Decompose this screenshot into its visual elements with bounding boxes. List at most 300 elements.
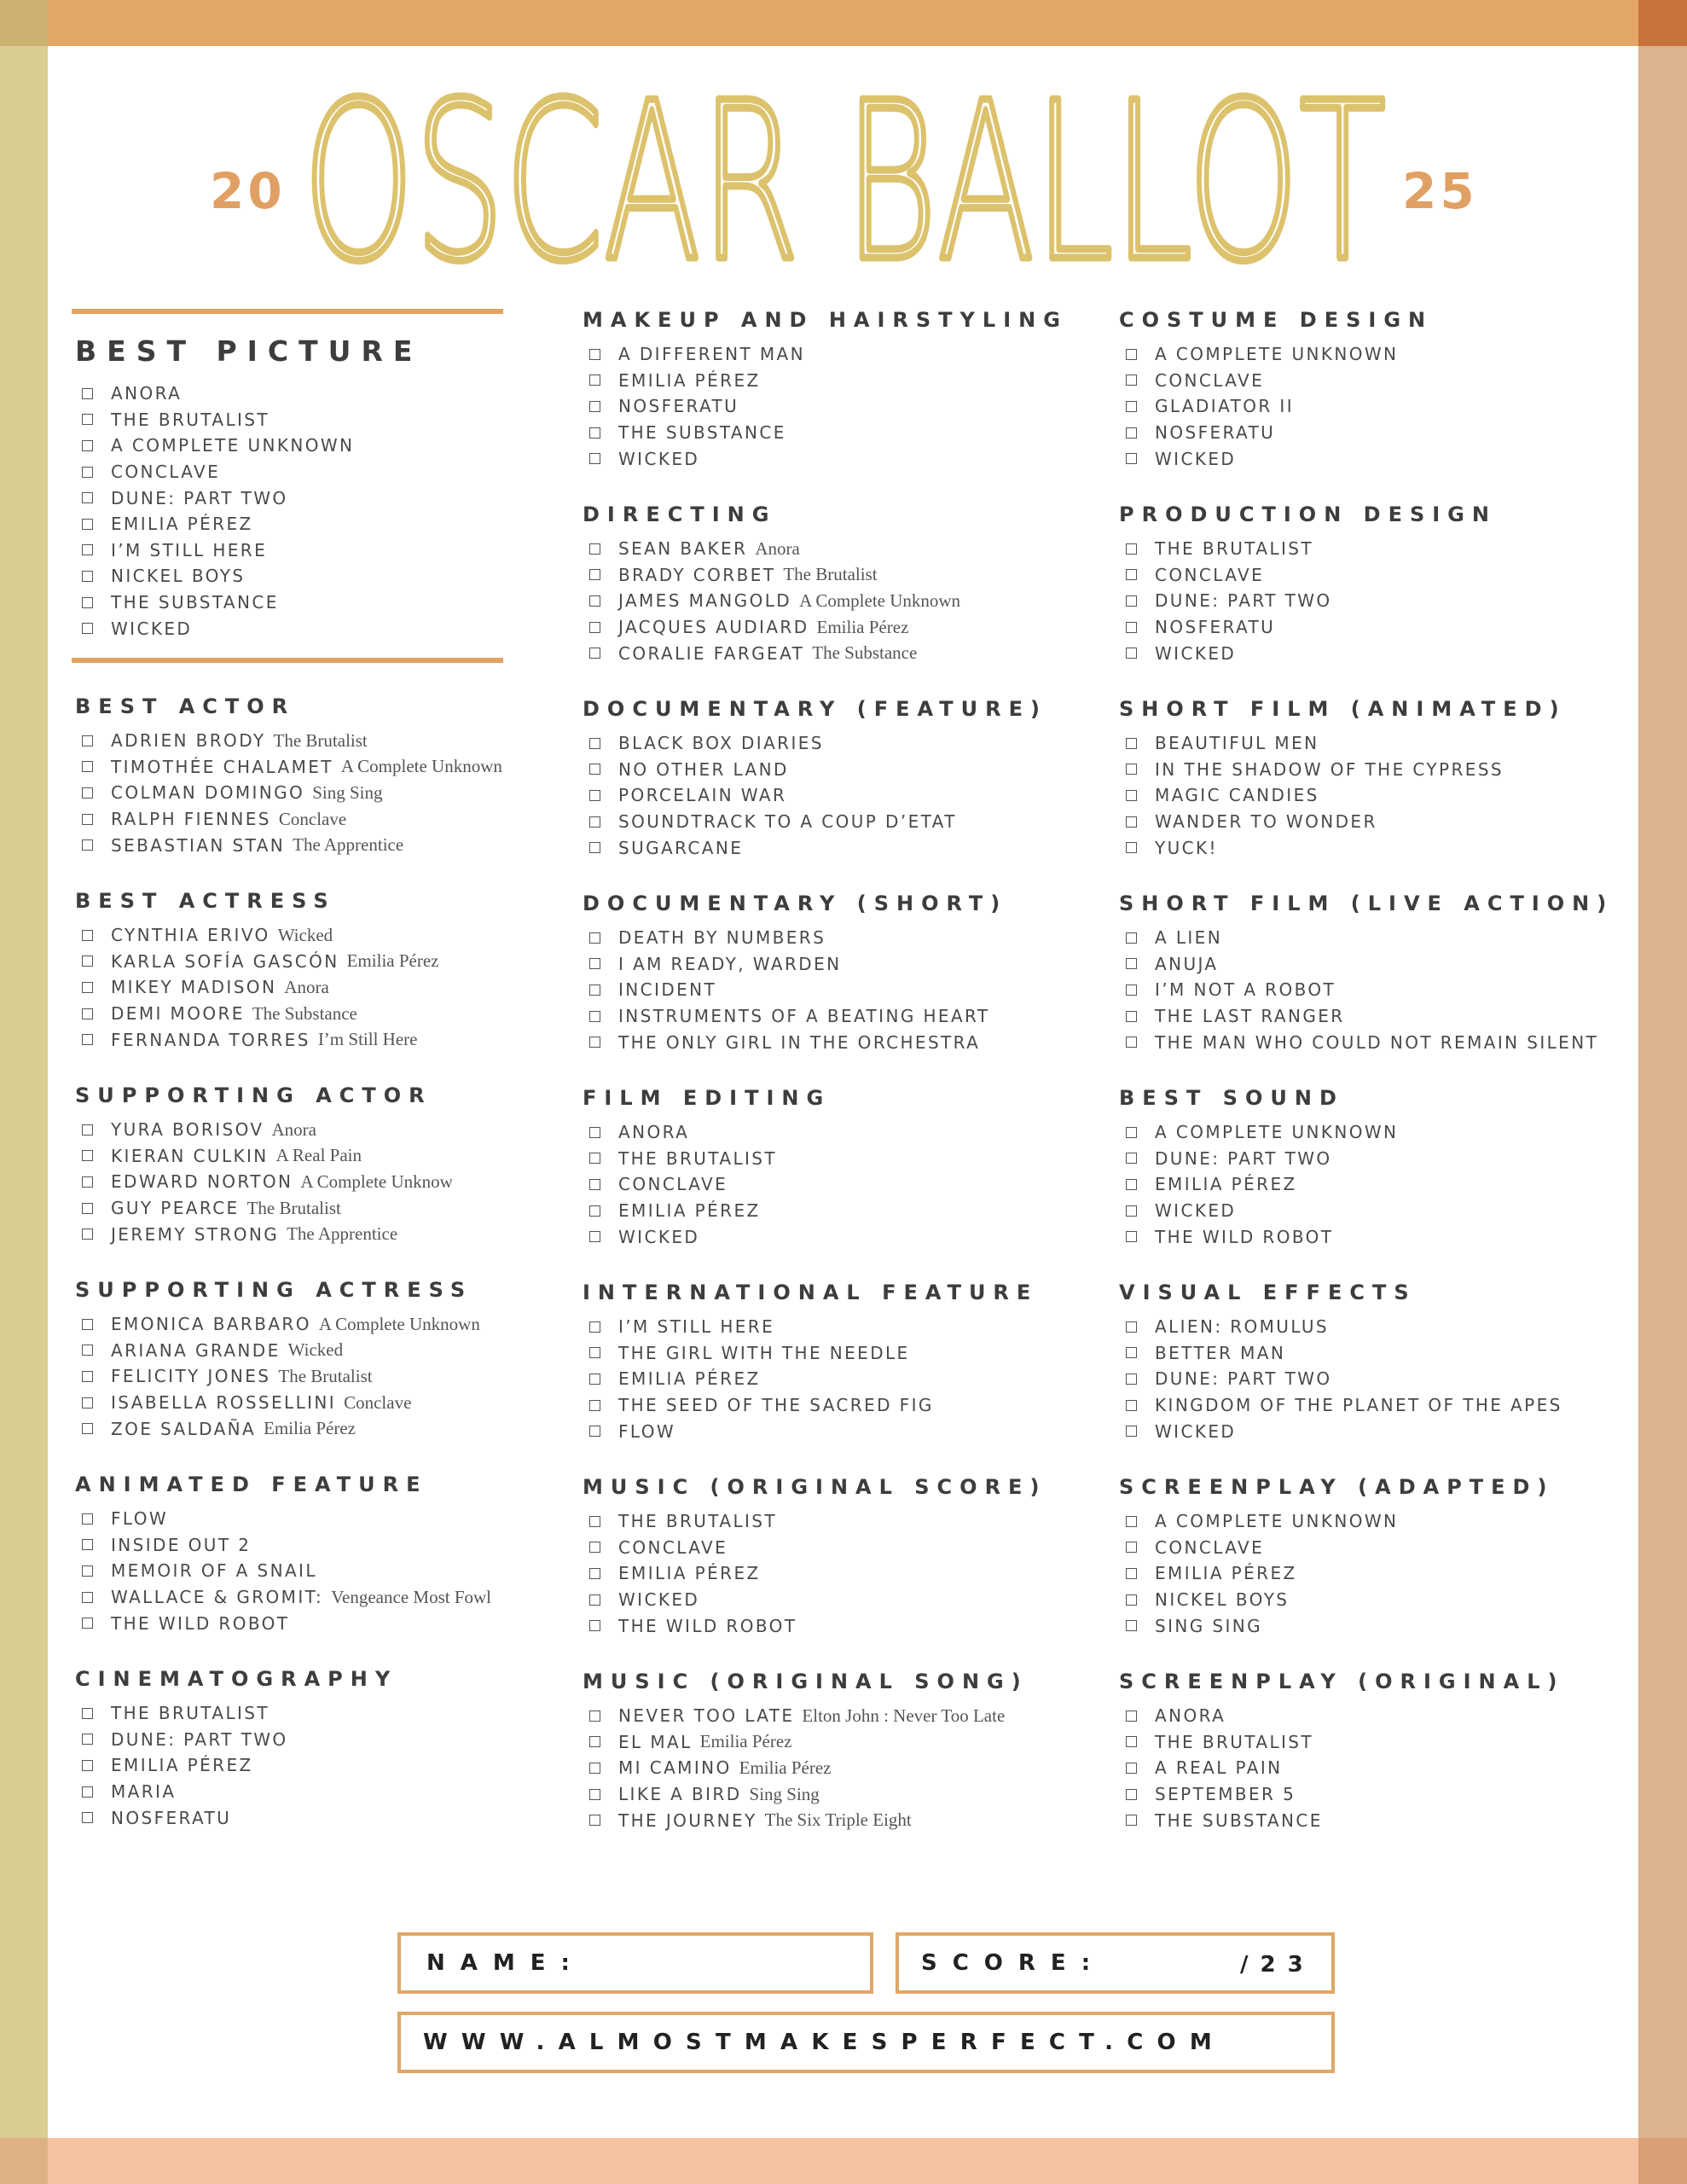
category-visual-effects	[1119, 1280, 1562, 1444]
checkbox-icon[interactable]	[82, 1228, 93, 1240]
category-costume-design	[1119, 307, 1433, 472]
nominee-row[interactable]	[1119, 1314, 1562, 1340]
checkbox-icon[interactable]	[82, 1812, 93, 1823]
nominee-row[interactable]	[1119, 1029, 1614, 1055]
nominee-row[interactable]	[75, 1610, 491, 1636]
checkbox-icon[interactable]	[1126, 349, 1137, 360]
checkbox-icon[interactable]	[589, 648, 600, 659]
nominee-row[interactable]	[1119, 1755, 1564, 1781]
checkbox-icon[interactable]	[1126, 1321, 1137, 1333]
checkbox-icon[interactable]	[82, 1203, 93, 1214]
nominee-row[interactable]	[1119, 368, 1433, 394]
checkbox-icon[interactable]	[82, 1008, 93, 1019]
checkbox-icon[interactable]	[1126, 1179, 1137, 1190]
nominee-film: The Brutalist	[278, 1365, 373, 1386]
nominee-row[interactable]	[75, 922, 438, 949]
checkbox-icon[interactable]	[82, 1513, 93, 1525]
checkbox-icon[interactable]	[1126, 1231, 1137, 1242]
category-international-feature	[583, 1280, 1038, 1444]
nominee-row[interactable]	[583, 445, 1068, 472]
nominee-film: The Brutalist	[246, 1197, 341, 1218]
checkbox-icon[interactable]	[589, 1711, 600, 1722]
category-supporting-actress	[75, 1277, 480, 1442]
checkbox-icon[interactable]	[82, 787, 93, 799]
nominee-row[interactable]	[583, 1340, 1038, 1367]
nominee-list	[583, 536, 960, 666]
checkbox-icon[interactable]	[1126, 375, 1137, 386]
nominee-row[interactable]	[583, 1587, 1046, 1613]
nominee-film: Emilia Pérez	[816, 616, 909, 637]
checkbox-icon[interactable]	[589, 569, 600, 580]
nominee-row[interactable]	[1119, 1223, 1398, 1250]
nominee-name: CONCLAVE	[1155, 564, 1265, 585]
nominee-name: ALIEN: ROMULUS	[1155, 1316, 1330, 1338]
checkbox-icon[interactable]	[82, 440, 93, 451]
checkbox-icon[interactable]	[1126, 1426, 1137, 1437]
checkbox-icon[interactable]	[1126, 595, 1137, 607]
nominee-row[interactable]	[1119, 809, 1567, 835]
nominee-row[interactable]	[1119, 420, 1433, 446]
nominee-row[interactable]	[1119, 1392, 1562, 1419]
checkbox-icon[interactable]	[1126, 816, 1137, 828]
nominee-row[interactable]	[583, 1508, 1046, 1535]
nominee-row[interactable]	[583, 809, 1047, 835]
nominee-row[interactable]	[75, 974, 438, 1001]
nominee-list	[1119, 1119, 1398, 1250]
nominee-name: SUGARCANE	[618, 837, 744, 858]
checkbox-icon[interactable]	[82, 519, 93, 530]
nominee-row[interactable]	[75, 1415, 480, 1442]
name-label: NAME:	[426, 1950, 585, 1976]
nominee-row[interactable]	[75, 537, 422, 564]
checkbox-icon[interactable]	[589, 790, 600, 801]
checkbox-icon[interactable]	[589, 543, 600, 555]
nominee-row[interactable]	[75, 511, 422, 537]
nominee-row[interactable]	[75, 1001, 438, 1027]
nominee-name: JACQUES AUDIARD	[618, 617, 809, 638]
nominee-row[interactable]	[583, 834, 1047, 861]
nominee-row[interactable]	[583, 368, 1068, 394]
nominee-row[interactable]	[1119, 977, 1614, 1003]
nominee-name: THE BRUTALIST	[618, 1147, 778, 1169]
nominee-row[interactable]	[75, 1195, 453, 1222]
checkbox-icon[interactable]	[589, 985, 600, 996]
checkbox-icon[interactable]	[1126, 842, 1137, 853]
nominee-row[interactable]	[583, 951, 1007, 978]
nominee-row[interactable]	[75, 590, 422, 616]
nominee-name: FLOW	[111, 1508, 169, 1530]
checkbox-icon[interactable]	[82, 956, 93, 967]
nominee-name: THE WILD ROBOT	[111, 1612, 290, 1634]
checkbox-icon[interactable]	[1126, 1205, 1137, 1217]
nominee-row[interactable]	[75, 1558, 491, 1584]
nominee-row[interactable]	[75, 832, 502, 858]
nominee-row[interactable]	[583, 614, 960, 641]
checkbox-icon[interactable]	[82, 414, 93, 425]
nominee-row[interactable]	[75, 1390, 480, 1416]
category-screenplay-original	[1119, 1669, 1564, 1833]
website-link[interactable]: WWW.ALMOSTMAKESPERFECT.COM	[423, 2030, 1226, 2055]
checkbox-icon[interactable]	[1126, 1594, 1137, 1606]
checkbox-icon[interactable]	[82, 1618, 93, 1629]
nominee-row[interactable]	[583, 588, 960, 614]
nominee-name: A COMPLETE UNKNOWN	[1155, 344, 1399, 365]
checkbox-icon[interactable]	[82, 735, 93, 746]
nominee-name: MEMOIR OF A SNAIL	[111, 1560, 317, 1582]
nominee-row[interactable]	[1119, 1198, 1398, 1224]
checkbox-icon[interactable]	[589, 816, 600, 828]
checkbox-icon[interactable]	[82, 1345, 93, 1356]
checkbox-icon[interactable]	[1126, 1542, 1137, 1553]
nominee-row[interactable]	[583, 757, 1047, 783]
nominee-row[interactable]	[75, 754, 502, 781]
nominee-name: NOSFERATU	[111, 1807, 232, 1828]
corner-block	[1638, 0, 1687, 46]
nominee-row[interactable]	[1119, 834, 1567, 861]
checkbox-icon[interactable]	[1126, 1011, 1137, 1022]
checkbox-icon[interactable]	[589, 764, 600, 775]
nominee-row[interactable]	[75, 485, 422, 511]
checkbox-icon[interactable]	[589, 958, 600, 969]
checkbox-icon[interactable]	[82, 1150, 93, 1161]
checkbox-icon[interactable]	[589, 1011, 600, 1022]
checkbox-icon[interactable]	[1126, 1789, 1137, 1800]
nominee-name: NICKEL BOYS	[1155, 1589, 1290, 1611]
nominee-film: A Complete Unknow	[300, 1170, 453, 1192]
checkbox-icon[interactable]	[589, 932, 600, 944]
checkbox-icon[interactable]	[82, 1592, 93, 1603]
nominee-name: WICKED	[618, 448, 700, 469]
checkbox-icon[interactable]	[589, 1594, 600, 1606]
nominee-row[interactable]	[1119, 1146, 1398, 1172]
checkbox-icon[interactable]	[589, 1426, 600, 1437]
nominee-name: SEPTEMBER 5	[1155, 1784, 1296, 1805]
checkbox-icon[interactable]	[82, 544, 93, 555]
checkbox-icon[interactable]	[589, 595, 600, 607]
nominee-row[interactable]	[583, 1418, 1038, 1444]
checkbox-icon[interactable]	[1126, 427, 1137, 439]
checkbox-icon[interactable]	[1126, 1711, 1137, 1722]
nominee-row[interactable]	[1119, 1003, 1614, 1030]
checkbox-icon[interactable]	[82, 1786, 93, 1798]
checkbox-icon[interactable]	[589, 1542, 600, 1553]
nominee-row[interactable]	[1119, 1119, 1398, 1146]
nominee-row[interactable]	[583, 1535, 1046, 1561]
checkbox-icon[interactable]	[82, 467, 93, 478]
checkbox-icon[interactable]	[82, 388, 93, 399]
nominee-row[interactable]	[583, 1755, 1029, 1781]
checkbox-icon[interactable]	[589, 1815, 600, 1826]
nominee-row[interactable]	[1119, 1703, 1564, 1729]
checkbox-icon[interactable]	[589, 622, 600, 633]
checkbox-icon[interactable]	[589, 1516, 600, 1527]
corner-block	[0, 0, 48, 46]
nominee-name: EL MAL	[618, 1731, 693, 1752]
checkbox-icon[interactable]	[589, 1789, 600, 1800]
nominee-row[interactable]	[583, 977, 1007, 1003]
nominee-row[interactable]	[75, 1532, 491, 1559]
nominee-list	[1119, 1508, 1554, 1639]
checkbox-icon[interactable]	[589, 427, 600, 439]
checkbox-icon[interactable]	[589, 349, 600, 360]
nominee-row[interactable]	[75, 615, 422, 642]
checkbox-icon[interactable]	[82, 623, 93, 634]
checkbox-icon[interactable]	[589, 738, 600, 749]
nominee-row[interactable]	[583, 1223, 831, 1250]
nominee-row[interactable]	[583, 1146, 831, 1172]
nominee-row[interactable]	[583, 1003, 1007, 1030]
score-field[interactable]	[896, 1932, 1335, 1994]
checkbox-icon[interactable]	[589, 401, 600, 412]
checkbox-icon[interactable]	[82, 1539, 93, 1550]
checkbox-icon[interactable]	[82, 492, 93, 503]
nominee-row[interactable]	[75, 1117, 453, 1143]
nominee-row[interactable]	[75, 1363, 480, 1390]
checkbox-icon[interactable]	[82, 597, 93, 608]
checkbox-icon[interactable]	[589, 1400, 600, 1411]
corner-block	[0, 2138, 48, 2184]
nominee-row[interactable]	[75, 1338, 480, 1364]
checkbox-icon[interactable]	[589, 1568, 600, 1579]
checkbox-icon[interactable]	[82, 1124, 93, 1136]
checkbox-icon[interactable]	[82, 1034, 93, 1045]
nominee-list	[75, 922, 438, 1053]
nominee-name: NEVER TOO LATE	[618, 1705, 795, 1727]
checkbox-icon[interactable]	[82, 1397, 93, 1409]
nominee-row[interactable]	[1119, 640, 1497, 666]
right-border-band	[1638, 0, 1687, 2184]
nominee-film: A Complete Unknown	[318, 1313, 480, 1334]
checkbox-icon[interactable]	[1126, 738, 1137, 749]
checkbox-icon[interactable]	[1126, 622, 1137, 633]
nominee-row[interactable]	[1119, 757, 1567, 783]
nominee-row[interactable]	[583, 782, 1047, 809]
checkbox-icon[interactable]	[1126, 569, 1137, 580]
checkbox-icon[interactable]	[1126, 648, 1137, 659]
nominee-row[interactable]	[75, 949, 438, 975]
nominee-row[interactable]	[75, 380, 422, 407]
nominee-row[interactable]	[1119, 782, 1567, 809]
name-field[interactable]	[397, 1932, 873, 1994]
nominee-name: THE WILD ROBOT	[1155, 1226, 1334, 1247]
nominee-row[interactable]	[75, 806, 502, 833]
checkbox-icon[interactable]	[82, 761, 93, 772]
nominee-row[interactable]	[583, 1807, 1029, 1833]
checkbox-icon[interactable]	[82, 839, 93, 851]
nominee-row[interactable]	[75, 1143, 453, 1170]
checkbox-icon[interactable]	[1126, 985, 1137, 996]
nominee-row[interactable]	[1119, 1560, 1554, 1587]
checkbox-icon[interactable]	[1126, 1347, 1137, 1358]
nominee-row[interactable]	[583, 1198, 831, 1224]
nominee-row[interactable]	[75, 1727, 397, 1753]
nominee-row[interactable]	[1119, 1340, 1562, 1367]
checkbox-icon[interactable]	[1126, 1153, 1137, 1164]
best-picture-rule-bottom	[72, 658, 503, 663]
nominee-row[interactable]	[75, 1169, 453, 1195]
checkbox-icon[interactable]	[1126, 932, 1137, 944]
checkbox-icon[interactable]	[82, 1423, 93, 1434]
nominee-list	[1119, 536, 1497, 666]
year-left: 20	[210, 162, 286, 220]
nominee-row[interactable]	[1119, 341, 1433, 368]
checkbox-icon[interactable]	[1126, 1763, 1137, 1774]
category-title: MUSIC (ORIGINAL SCORE)	[583, 1475, 1047, 1499]
nominee-name: EMILIA PÉREZ	[111, 514, 253, 535]
nominee-row[interactable]	[583, 341, 1068, 368]
checkbox-icon[interactable]	[589, 375, 600, 386]
nominee-row[interactable]	[583, 1029, 1007, 1055]
nominee-list	[1119, 925, 1614, 1055]
nominee-row[interactable]	[75, 459, 422, 485]
nominee-row[interactable]	[1119, 445, 1433, 472]
checkbox-icon[interactable]	[82, 930, 93, 941]
nominee-row[interactable]	[75, 1026, 438, 1053]
checkbox-icon[interactable]	[1126, 401, 1137, 412]
checkbox-icon[interactable]	[1126, 958, 1137, 969]
nominee-row[interactable]	[1119, 1781, 1564, 1808]
nominee-row[interactable]	[75, 1584, 491, 1611]
checkbox-icon[interactable]	[589, 1153, 600, 1164]
checkbox-icon[interactable]	[589, 1179, 600, 1190]
nominee-row[interactable]	[75, 1779, 397, 1805]
checkbox-icon[interactable]	[82, 1319, 93, 1330]
checkbox-icon[interactable]	[1126, 1815, 1137, 1826]
checkbox-icon[interactable]	[589, 1231, 600, 1242]
checkbox-icon[interactable]	[589, 1374, 600, 1385]
nominee-row[interactable]	[75, 780, 502, 806]
nominee-row[interactable]	[583, 1612, 1046, 1639]
nominee-row[interactable]	[75, 433, 422, 459]
nominee-row[interactable]	[75, 1700, 397, 1727]
nominee-row[interactable]	[1119, 925, 1614, 951]
nominee-row[interactable]	[583, 562, 960, 589]
checkbox-icon[interactable]	[82, 1760, 93, 1771]
checkbox-icon[interactable]	[1126, 543, 1137, 555]
nominee-name: CYNTHIA ERIVO	[111, 925, 270, 946]
nominee-row[interactable]	[1119, 1418, 1562, 1444]
checkbox-icon[interactable]	[589, 1205, 600, 1217]
nominee-film: The Apprentice	[287, 1223, 398, 1245]
checkbox-icon[interactable]	[82, 571, 93, 582]
checkbox-icon[interactable]	[1126, 1127, 1137, 1138]
checkbox-icon[interactable]	[1126, 790, 1137, 801]
nominee-row[interactable]	[1119, 1508, 1554, 1535]
category-title: VISUAL EFFECTS	[1119, 1281, 1417, 1304]
nominee-row[interactable]	[1119, 393, 1433, 420]
checkbox-icon[interactable]	[589, 1736, 600, 1747]
checkbox-icon[interactable]	[1126, 1516, 1137, 1527]
nominee-name: INSIDE OUT 2	[111, 1534, 252, 1555]
nominee-row[interactable]	[583, 393, 1068, 420]
nominee-name: EMILIA PÉREZ	[618, 1368, 761, 1390]
nominee-row[interactable]	[75, 1804, 397, 1831]
nominee-name: GLADIATOR II	[1155, 396, 1295, 417]
checkbox-icon[interactable]	[1126, 764, 1137, 775]
checkbox-icon[interactable]	[589, 1763, 600, 1774]
checkbox-icon[interactable]	[82, 814, 93, 825]
checkbox-icon[interactable]	[1126, 1568, 1137, 1579]
title-text: OSCAR BALLOT	[303, 82, 1386, 280]
nominee-row[interactable]	[75, 728, 502, 754]
nominee-row[interactable]	[75, 1752, 397, 1779]
nominee-film: Wicked	[287, 1339, 344, 1361]
checkbox-icon[interactable]	[589, 1321, 600, 1333]
nominee-row[interactable]	[1119, 1535, 1554, 1561]
nominee-row[interactable]	[1119, 1807, 1564, 1833]
nominee-row[interactable]	[1119, 562, 1497, 589]
nominee-row[interactable]	[1119, 1366, 1562, 1392]
nominee-row[interactable]	[583, 1366, 1038, 1392]
nominee-list	[1119, 730, 1567, 861]
checkbox-icon[interactable]	[1126, 1400, 1137, 1411]
checkbox-icon[interactable]	[589, 1037, 600, 1048]
nominee-row[interactable]	[75, 563, 422, 590]
nominee-row[interactable]	[1119, 1587, 1554, 1613]
checkbox-icon[interactable]	[1126, 453, 1137, 464]
nominee-list	[75, 728, 502, 858]
nominee-row[interactable]	[583, 730, 1047, 757]
nominee-row[interactable]	[1119, 588, 1497, 614]
checkbox-icon[interactable]	[82, 1565, 93, 1577]
nominee-row[interactable]	[1119, 536, 1497, 562]
checkbox-icon[interactable]	[589, 1127, 600, 1138]
nominee-row[interactable]	[583, 420, 1068, 446]
nominee-row[interactable]	[583, 1703, 1029, 1729]
nominee-row[interactable]	[583, 1781, 1029, 1808]
nominee-row[interactable]	[1119, 1729, 1564, 1756]
nominee-row[interactable]	[583, 925, 1007, 951]
checkbox-icon[interactable]	[589, 1347, 600, 1358]
nominee-row[interactable]	[583, 1171, 831, 1198]
checkbox-icon[interactable]	[82, 1176, 93, 1188]
nominee-row[interactable]	[583, 640, 960, 666]
nominee-row[interactable]	[583, 1314, 1038, 1340]
nominee-row[interactable]	[75, 1311, 480, 1338]
nominee-row[interactable]	[583, 1560, 1046, 1587]
checkbox-icon[interactable]	[589, 842, 600, 853]
nominee-name: I’M STILL HERE	[111, 539, 268, 561]
nominee-name: I AM READY, WARDEN	[618, 953, 842, 974]
nominee-row[interactable]	[75, 1506, 491, 1532]
nominee-row[interactable]	[1119, 1612, 1554, 1639]
nominee-row[interactable]	[583, 536, 960, 562]
nominee-row[interactable]	[1119, 730, 1567, 757]
checkbox-icon[interactable]	[1126, 1736, 1137, 1747]
category-makeup-hairstyling	[583, 307, 1068, 472]
category-title: BEST ACTOR	[75, 694, 296, 718]
checkbox-icon[interactable]	[1126, 1620, 1137, 1631]
checkbox-icon[interactable]	[82, 982, 93, 993]
nominee-row[interactable]	[1119, 1171, 1398, 1198]
nominee-row[interactable]	[75, 407, 422, 433]
checkbox-icon[interactable]	[82, 1371, 93, 1382]
nominee-row[interactable]	[583, 1729, 1029, 1756]
checkbox-icon[interactable]	[589, 453, 600, 464]
checkbox-icon[interactable]	[82, 1708, 93, 1719]
nominee-row[interactable]	[75, 1221, 453, 1247]
nominee-row[interactable]	[1119, 614, 1497, 641]
nominee-row[interactable]	[583, 1392, 1038, 1419]
checkbox-icon[interactable]	[82, 1734, 93, 1745]
nominee-name: THE LAST RANGER	[1155, 1006, 1345, 1027]
nominee-row[interactable]	[1119, 951, 1614, 978]
nominee-row[interactable]	[583, 1119, 831, 1146]
checkbox-icon[interactable]	[589, 1620, 600, 1631]
checkbox-icon[interactable]	[1126, 1037, 1137, 1048]
bottom-border-band	[0, 2138, 1687, 2184]
checkbox-icon[interactable]	[1126, 1374, 1137, 1385]
